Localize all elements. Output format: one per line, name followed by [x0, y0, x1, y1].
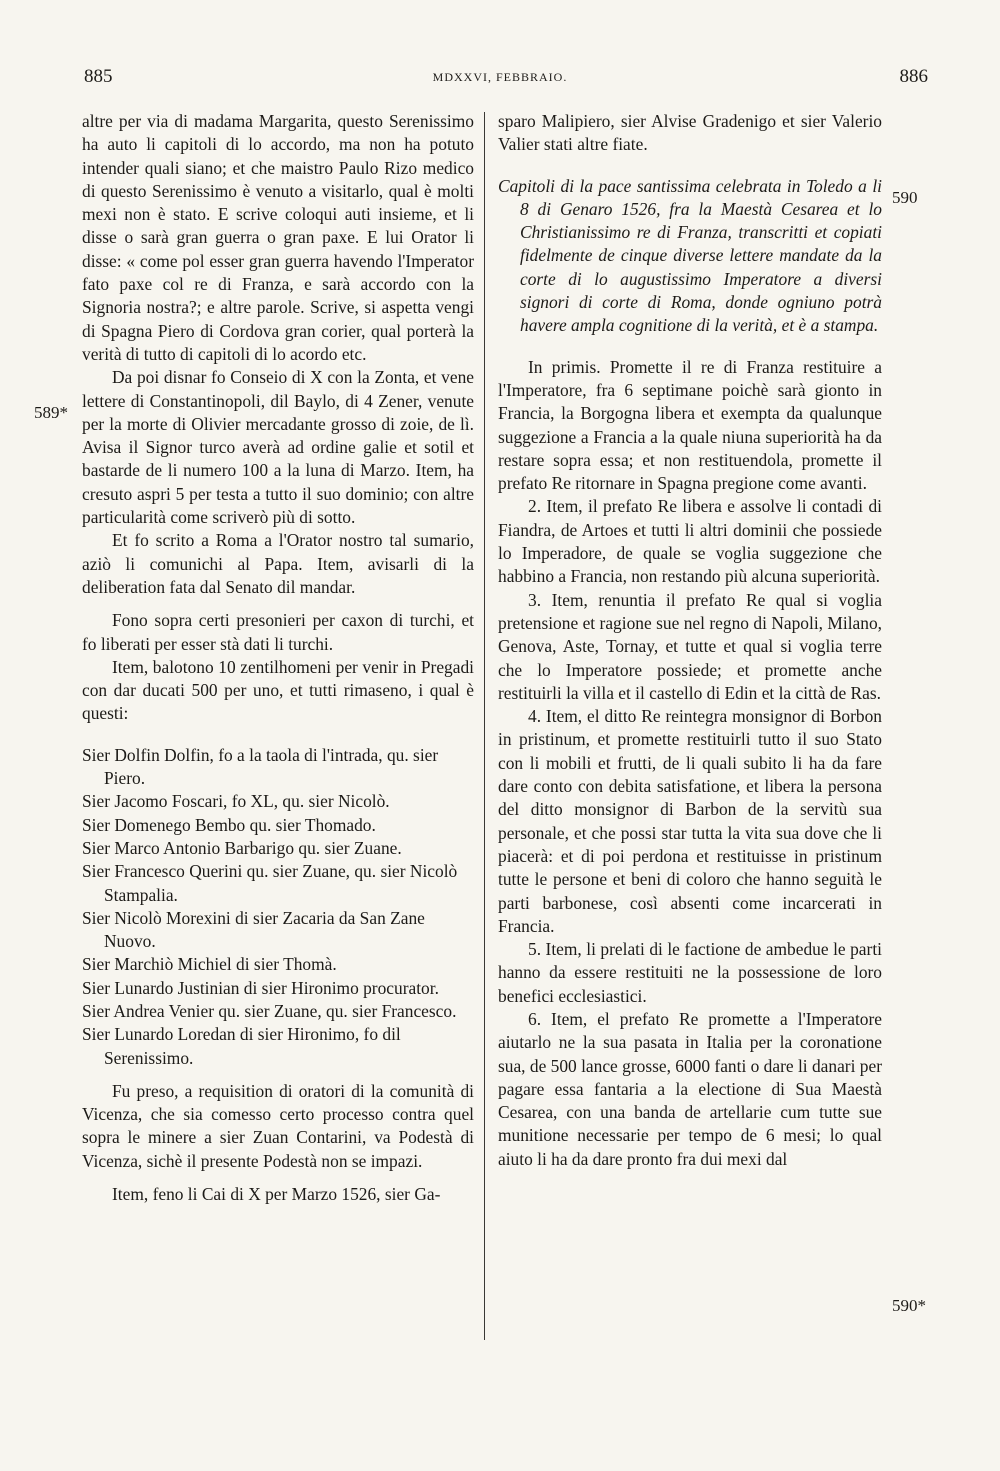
paragraph: Da poi disnar fo Conseio di X con la Zonta, et vene lettere di Constantinopoli, dil Baylo, di 4 Zener, venute per la morte di Olivier mercadante grosso di zoie, de lì. Avisa il Signor turco averà ad ordine galie et sotil et bastarde de li numero 100 a la luna di Marzo. Item, ha cresuto aspri 5 per testa a tutto il suo dominio; con altre particularità come scriverò più di sotto.: [82, 367, 474, 528]
margin-note-590-star: 590*: [892, 1296, 926, 1315]
list-item: Sier Lunardo Justinian di sier Hironimo procurator.: [82, 977, 439, 998]
running-title: MDXXVI, FEBBRAIO.: [432, 70, 568, 84]
paragraph: 5. Item, li prelati di le factione de ambedue le parti hanno da essere restituiti ne la possessione de loro benefici ecclesiastici.: [498, 939, 882, 1006]
paragraph: 3. Item, renuntia il prefato Re qual si voglia pretensione et ragione sue nel regno di Napoli, Milano, Genova, Aste, Tornay, et tutte et qual si voglia terre che lo Imperatore possiede; et promette anche restituirli la villa et il castello di Edin et la città de Ras.: [498, 589, 882, 703]
paragraph: Fono sopra certi presonieri per caxon di turchi, et fo liberati per esser stà dati li turchi.: [82, 610, 474, 654]
list-item: Sier Dolfin Dolfin, fo a la taola di l'intrada, qu. sier Piero.: [82, 744, 439, 789]
page-number-left: 885: [84, 66, 113, 87]
right-column: [498, 110, 882, 1171]
margin-note-589: 589*: [34, 403, 68, 422]
paragraph: Item, balotono 10 zentilhomeni per venir in Pregadi con dar ducati 500 per uno, et tutti rimaseno, i qual è questi:: [82, 656, 474, 724]
paragraph: In primis. Promette il re di Franza restituire a l'Imperatore, fra 6 septimane poichè sarà gionto in Francia, la Borgogna libera et exempta da qualunque suggezione a Francia a la quale niuna superiorità ha da restare sopra essa; et non restituendola, promette il prefato Re ritornare in Spagna pregione come avanti.: [498, 356, 882, 494]
paragraph: 2. Item, il prefato Re libera e assolve li contadi di Fiandra, de Artoes et tutti li altri dominii che possiede lo Imperadore, de quale se voglia suggezione che habbino a Francia, non restando più alcuna superiorità.: [498, 496, 882, 587]
paragraph: 6. Item, el prefato Re promette a l'Imperatore aiutarlo ne la sua pasata in Italia per la coronatione sua, de 500 lance grosse, 6000 fanti o dare li danari per pagare essa fantaria a la electione di Sua Maestà Cesarea, con una banda de artellarie cum tutte sue munitione necessarie per tempo de 6 mesi; lo qual aiuto li ha da dare pronto fra dui mexi dal: [498, 1008, 882, 1169]
column-divider: [484, 112, 485, 1340]
paragraph: Item, feno li Cai di X per Marzo 1526, sier Ga-: [112, 1184, 441, 1205]
list-item: Sier Jacomo Foscari, fo XL, qu. sier Nicolò.: [82, 791, 390, 812]
list-item: Sier Marco Antonio Barbarigo qu. sier Zuane.: [82, 837, 402, 858]
paragraph: altre per via di madama Margarita, questo Serenissimo ha auto li capitoli di lo accordo, ma non ha potuto intender quali siano; et che maistro Paulo Rizo medico di questo Serenissimo è venuto a visitarlo, qual è molti mexi non è stato. E scrive coloqui auti insieme, et li disse o sarà gran guerra o gran paxe. E lui Orator li disse: « come pol esser gran guerra havendo l'Imperator fato paxe col re di Franza, e sarà accordo con la Signoria nostra?; e altre parole. Scrive, si aspetta vengi di Spagna Piero di Cordova gran corier, qual porterà la verità di tutto di capitoli di lo acordo etc.: [82, 111, 474, 364]
paragraph: Et fo scrito a Roma a l'Orator nostro tal sumario, aziò li comunichi al Papa. Item, avisarli di la deliberation fata dal Senato dil mandar.: [82, 530, 474, 597]
paragraph: sparo Malipiero, sier Alvise Gradenigo et sier Valerio Valier stati altre fiate.: [498, 111, 882, 155]
left-column: [82, 110, 474, 1206]
page-header: [60, 66, 940, 96]
list-item: Sier Marchiò Michiel di sier Thomà.: [82, 954, 337, 975]
margin-note-590: 590: [892, 188, 918, 207]
list-item: Sier Andrea Venier qu. sier Zuane, qu. sier Francesco.: [82, 1000, 457, 1021]
list-item: Sier Lunardo Loredan di sier Hironimo, fo dil Serenissimo.: [82, 1024, 401, 1068]
list-item: Sier Francesco Querini qu. sier Zuane, qu. sier Nicolò Stampalia.: [82, 861, 458, 905]
list-item: Sier Nicolò Morexini di sier Zacaria da San Zane Nuovo.: [82, 907, 425, 952]
section-title: Capitoli di la pace santissima celebrata in Toledo a li 8 di Genaro 1526, fra la Maestà Cesarea et lo Christianissimo re di Franza, transcritti et copiati fidelmente de cinque diverse lettere mandate da la corte di lo augustissimo Imperatore a diversi signori di corte di Roma, donde ogniuno potrà havere ampla cognitione di la verità, et è a stampa.: [498, 175, 882, 336]
paragraph: 4. Item, el ditto Re reintegra monsignor di Borbon in pristinum, et promette restituirli tutto il suo Stato con li mobili et frutti, de li quali subito li ha da fare dare conto con debita satisfatione, et libera la persona del ditto monsignor di Barbon de la servitù sua personale, et che possi star tutta la vita sua dove che li piacerà: et di poi perdona et restituisse in pristinum tutte le persone et beni di coloro che hanno seguità le parti barbonese, così absenti come incarcerati in Francia.: [498, 706, 882, 936]
paragraph: Fu preso, a requisition di oratori di la comunità di Vicenza, che sia comesso certo processo contra quel sopra le minere a sier Zuan Contarini, va Podestà di Vicenza, sichè il presente Podestà non se impazi.: [82, 1080, 474, 1171]
list-item: Sier Domenego Bembo qu. sier Thomado.: [82, 814, 376, 835]
page-number-right: 886: [899, 66, 928, 87]
